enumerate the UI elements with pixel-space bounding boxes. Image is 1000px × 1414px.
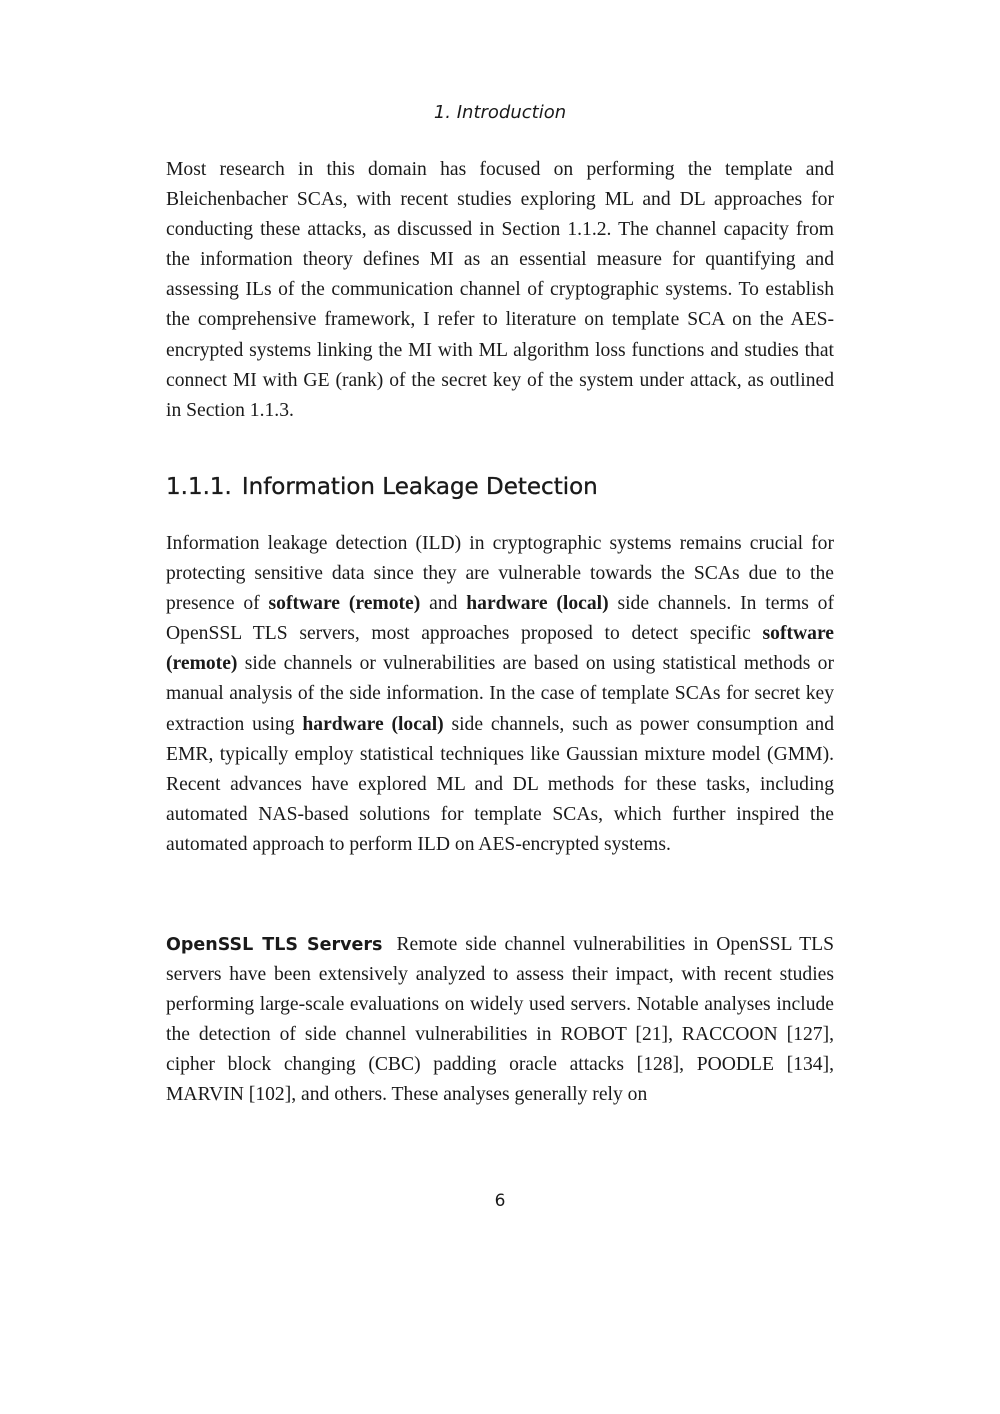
bold-term-hardware-local: hardware (local) [302,713,444,735]
bold-term-software-remote: software (remote) [166,623,834,675]
run-in-heading: OpenSSL TLS Servers [166,935,383,955]
text-segment: side channels. In terms of OpenSSL TLS servers, most approaches proposed to detect specific [166,593,834,645]
bold-term-software-remote: software (remote) [268,593,421,615]
paragraph-text: Remote side channel vulnerabilities in OpenSSL TLS servers have been extensively analyzed to assess their impact, with recent studies performing large-scale evaluations on widely used servers. Notable analyses include the detection of side channel vulnerabilities in ROBOT [21], RACCOON [127], cipher block changing (CBC) padding oracle attacks [128], POODLE [134], MARVIN [102], and others. These analyses generally rely on [166,934,835,1106]
text-segment: side channels or vulnerabilities are based on using statistical methods or manual analysis of the side information. In the case of template SCAs for secret key extraction using [166,653,834,735]
ild-paragraph [166,529,834,860]
text-segment: and [420,593,467,615]
bold-term-hardware-local: hardware (local) [466,593,609,615]
openssl-paragraph [166,930,834,1111]
section-title: Information Leakage Detection [241,474,598,500]
text-segment: side channels, such as power consumption and EMR, typically employ statistical techniques like Gaussian mixture model (GMM). Recent advances have explored ML and DL methods for these tasks, including automated NAS-based solutions for template SCAs, which further inspired the automated approach to perform ILD on AES-encrypted systems. [166,713,834,855]
page-number: 6 [494,1191,506,1211]
section-heading [166,471,834,503]
section-number: 1.1.1. [166,474,232,500]
running-header: 1. Introduction [433,102,567,123]
text-segment: Information leakage detection (ILD) in cryptographic systems remains crucial for protecting sensitive data since they are vulnerable towards the SCAs due to the presence of [166,533,834,615]
intro-paragraph: Most research in this domain has focused on performing the template and Bleichenbacher SCAs, with recent studies exploring ML and DL approaches for conducting these attacks, as discussed in Section 1.1.2. The channel capacity from the information theory defines MI as an essential measure for quantifying and assessing ILs of the communication channel of cryptographic systems. To establish the comprehensive framework, I refer to literature on template SCA on the AES-encrypted systems linking the MI with ML algorithm loss functions and studies that connect MI with GE (rank) of the secret key of the system under attack, as outlined in Section 1.1.3. [166,159,834,421]
